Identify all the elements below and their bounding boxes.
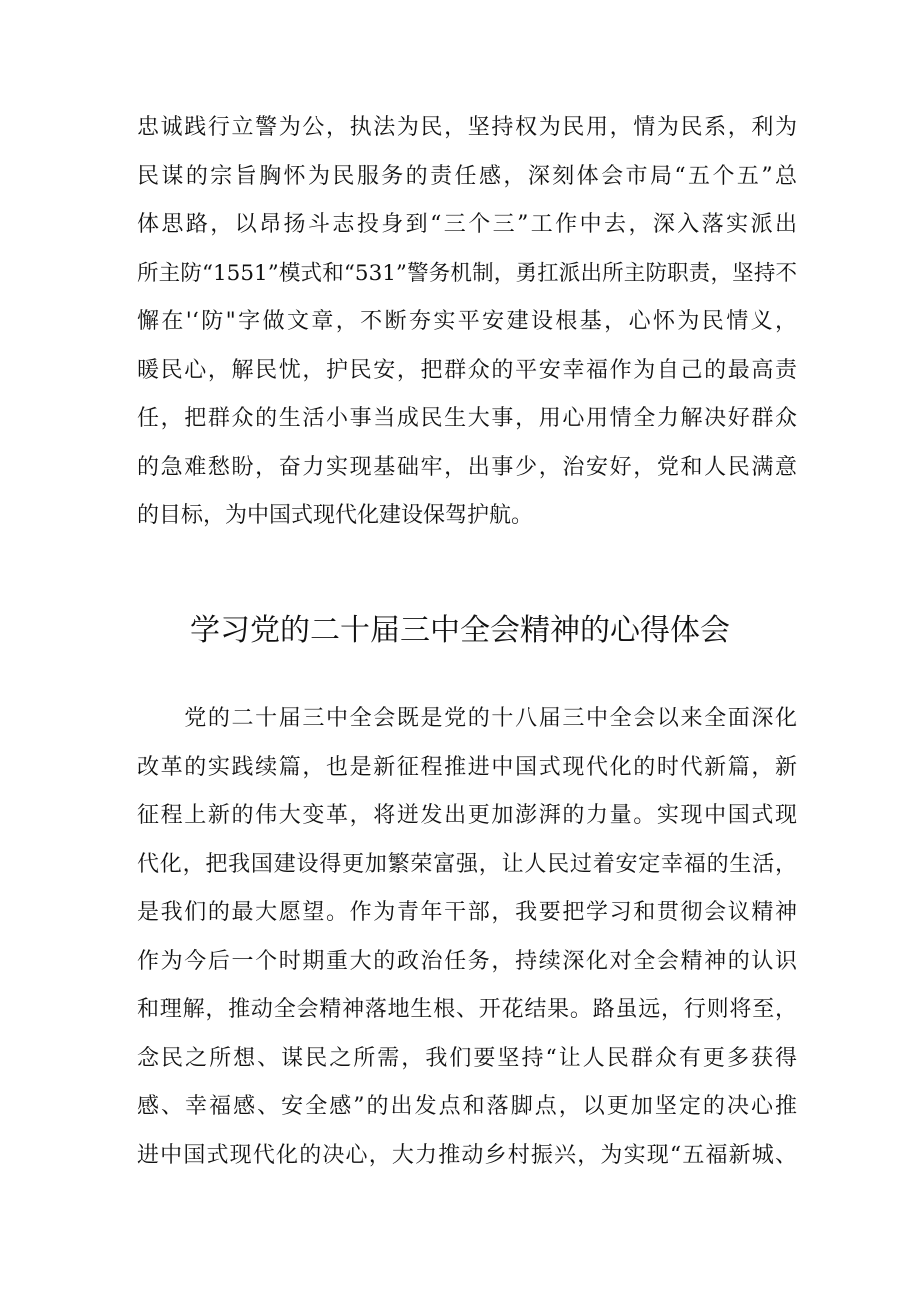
paragraph-line: 的急难愁盼，奋力实现基础牢，出事少，治安好，党和人民满意	[137, 454, 797, 480]
paragraph-line: 进中国式现代化的决心，大力推动乡村振兴，为实现“五福新城、	[137, 1142, 797, 1168]
paragraph-line: 念民之所想、谋民之所需，我们要坚持“让人民群众有更多获得	[137, 1045, 797, 1071]
paragraph-line: 任，把群众的生活小事当成民生大事，用心用情全力解决好群众	[137, 406, 797, 431]
paragraph-line: 作为今后一个时期重大的政治任务，持续深化对全会精神的认识	[137, 948, 797, 974]
paragraph-line: 党的二十届三中全会既是党的十八届三中全会以来全面深化	[137, 706, 797, 731]
paragraph-line: 是我们的最大愿望。作为青年干部，我要把学习和贯彻会议精神	[137, 900, 797, 925]
paragraph-line: 征程上新的伟大变革，将迸发出更加澎湃的力量。实现中国式现	[137, 803, 797, 828]
paragraph-line: 代化，把我国建设得更加繁荣富强，让人民过着安定幸福的生活，	[137, 851, 797, 877]
paragraph-line: 的目标，为中国式现代化建设保驾护航。	[137, 503, 534, 528]
paragraph-line: 感、幸福感、安全感”的出发点和落脚点，以更加坚定的决心推	[137, 1094, 797, 1119]
paragraph-line: 体思路，以昂扬斗志投身到“三个三”工作中去，深入落实派出	[137, 212, 797, 237]
section-title: 学习党的二十届三中全会精神的心得体会	[190, 613, 730, 648]
paragraph-line: 懈在'‘防"字做文章，不断夯实平安建设根基，心怀为民情义，	[137, 309, 797, 334]
paragraph-line: 忠诚践行立警为公，执法为民，坚持权为民用，情为民系，利为	[137, 115, 797, 140]
continued-paragraph	[137, 104, 797, 541]
paragraph-line: 所主防“1551”模式和“531”警务机制，勇扛派出所主防职责，坚持不	[137, 260, 797, 286]
paragraph-line: 改革的实践续篇，也是新征程推进中国式现代化的时代新篇，新	[137, 754, 797, 780]
paragraph-line: 和理解，推动全会精神落地生根、开花结果。路虽远，行则将至，	[137, 997, 797, 1022]
paragraph-line: 民谋的宗旨胸怀为民服务的责任感，深刻体会市局“五个五”总	[137, 163, 797, 189]
paragraph-line: 暖民心，解民忧，护民安，把群众的平安幸福作为自己的最高责	[137, 357, 797, 383]
section-paragraph	[137, 695, 797, 1180]
